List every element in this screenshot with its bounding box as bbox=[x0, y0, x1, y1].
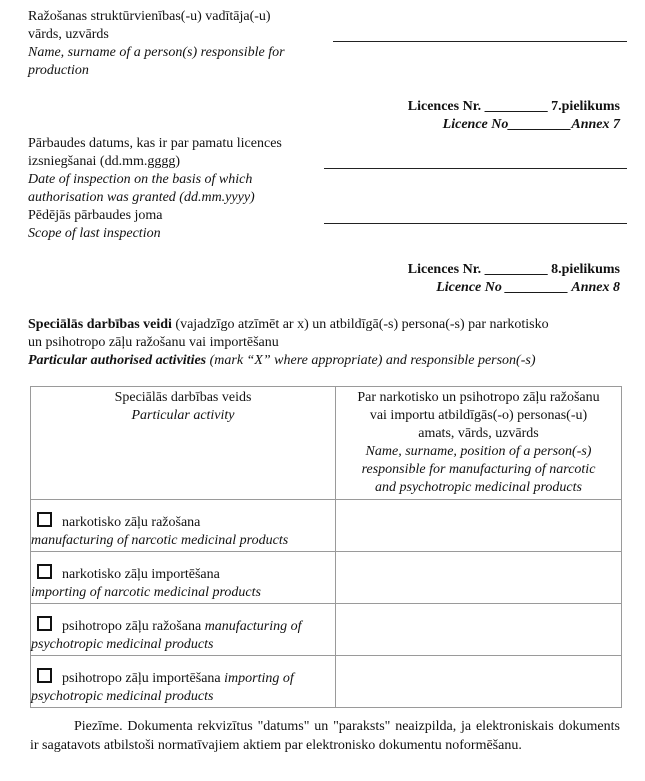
activities-intro-lv-rest-2: un psihotropo zāļu ražošanu vai importēšanu bbox=[28, 335, 279, 350]
inspection-scope-en: Scope of last inspection bbox=[28, 226, 161, 241]
activities-table bbox=[30, 386, 622, 708]
checkbox-psychotropic-importing[interactable] bbox=[37, 668, 52, 683]
activity-cell: narkotisko zāļu ražošana manufacturing of narcotic medicinal products bbox=[31, 500, 336, 552]
activity-cell: psihotropo zāļu ražošana manufacturing of psychotropic medicinal products bbox=[31, 604, 336, 656]
table-header-responsible: Par narkotisko un psihotropo zāļu ražošanu vai importu atbildīgās(-o) personas(-u) amats, vārds, uzvārds Name, surname, position of a person(-s) responsible for manufacturing of narcotic and psychotropic medicinal products bbox=[336, 387, 622, 500]
table-row bbox=[31, 552, 622, 604]
annex8-en: Licence No _________ Annex 8 bbox=[436, 280, 620, 295]
inspection-scope-field[interactable] bbox=[324, 223, 627, 224]
checkbox-narcotic-importing[interactable] bbox=[37, 564, 52, 579]
checkbox-psychotropic-manufacturing[interactable] bbox=[37, 616, 52, 631]
annex8-lv: Licences Nr. _________ 8.pielikums bbox=[407, 262, 620, 277]
production-label bbox=[28, 8, 285, 80]
inspection-date-lv-1: Pārbaudes datums, kas ir par pamatu licences bbox=[28, 136, 282, 151]
inspection-date-field[interactable] bbox=[324, 168, 627, 169]
responsible-person-cell[interactable] bbox=[336, 656, 622, 708]
production-label-lv-1: Ražošanas struktūrvienības(-u) vadītāja(-u) bbox=[28, 9, 271, 24]
annex7-en: Licence No_________Annex 7 bbox=[442, 117, 620, 132]
activities-intro bbox=[28, 316, 628, 370]
production-label-en-1: Name, surname of a person(s) responsible for bbox=[28, 45, 285, 60]
table-header-row bbox=[31, 387, 622, 500]
checkbox-narcotic-manufacturing[interactable] bbox=[37, 512, 52, 527]
activities-intro-en-bold: Particular authorised activities bbox=[28, 353, 207, 368]
responsible-person-cell[interactable] bbox=[336, 552, 622, 604]
responsible-person-cell[interactable] bbox=[336, 500, 622, 552]
inspection-date-en-2: authorisation was granted (dd.mm.yyyy) bbox=[28, 190, 255, 205]
production-name-field[interactable] bbox=[333, 41, 627, 42]
activities-intro-lv-rest-1: (vajadzīgo atzīmēt ar x) un atbildīgā(-s) persona(-s) par narkotisko bbox=[171, 317, 549, 332]
table-row bbox=[31, 604, 622, 656]
production-label-en-2: production bbox=[28, 63, 89, 78]
activity-cell: narkotisko zāļu importēšana importing of narcotic medicinal products bbox=[31, 552, 336, 604]
annex7-lv: Licences Nr. _________ 7.pielikums bbox=[407, 99, 620, 114]
footnote: Piezīme. Dokumenta rekvizītus "datums" un "paraksts" neaizpilda, ja elektroniskais dokuments ir sagatavots atbilstoši normatīvajiem aktiem par elektronisko dokumentu noformēšanu. bbox=[30, 719, 620, 753]
inspection-date-label bbox=[28, 135, 282, 207]
table-header-activity: Speciālās darbības veids Particular activity bbox=[31, 387, 336, 500]
inspection-scope-label bbox=[28, 207, 163, 243]
inspection-date-en-1: Date of inspection on the basis of which bbox=[28, 172, 253, 187]
table-row bbox=[31, 656, 622, 708]
activity-cell: psihotropo zāļu importēšana importing of psychotropic medicinal products bbox=[31, 656, 336, 708]
inspection-date-lv-2: izsniegšanai (dd.mm.gggg) bbox=[28, 154, 181, 169]
table-row bbox=[31, 500, 622, 552]
activities-intro-lv-bold: Speciālās darbības veidi bbox=[28, 317, 172, 332]
responsible-person-cell[interactable] bbox=[336, 604, 622, 656]
activities-intro-en-rest: (mark “X” where appropriate) and responsible person(-s) bbox=[206, 353, 536, 368]
production-label-lv-2: vārds, uzvārds bbox=[28, 27, 109, 42]
inspection-scope-lv: Pēdējās pārbaudes joma bbox=[28, 208, 163, 223]
